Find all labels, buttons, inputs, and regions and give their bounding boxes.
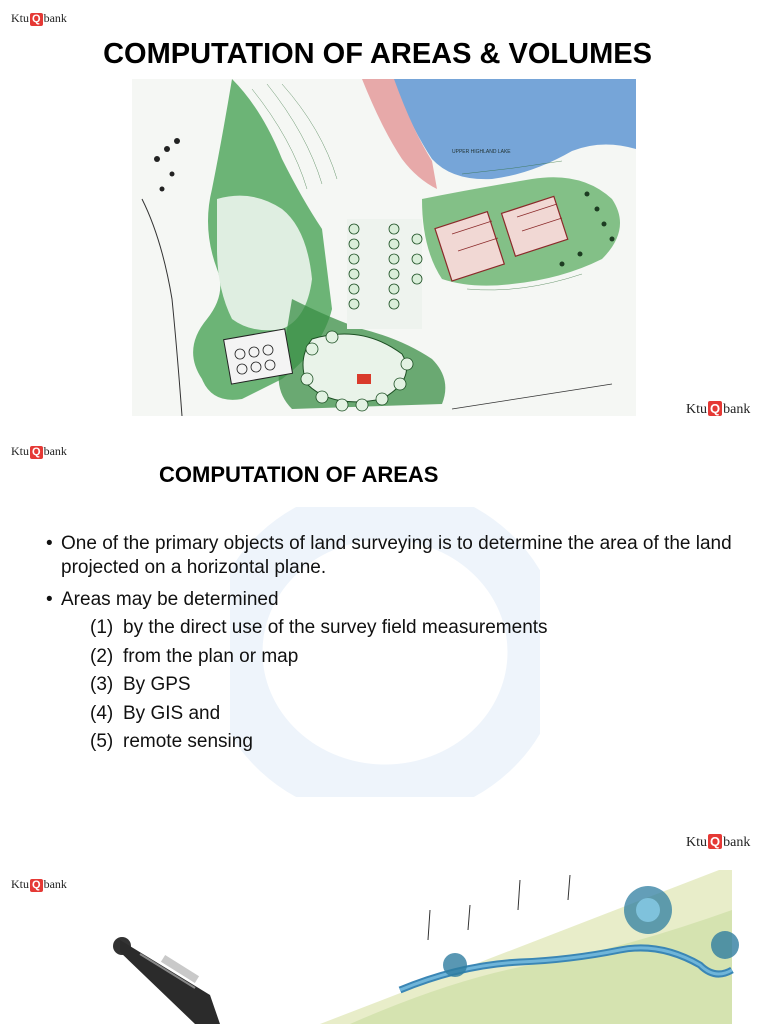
method-item: (2) from the plan or map (90, 645, 299, 667)
site-plan-image (132, 79, 636, 416)
method-item: (3) By GPS (90, 674, 191, 695)
slide-3 (0, 870, 768, 1024)
method-item: (5) remote sensing (90, 731, 253, 752)
bullet-list (46, 532, 746, 765)
ktuqbank-logo: Ktu Q bank (11, 444, 67, 458)
ktuqbank-logo: Ktu Q bank (11, 11, 67, 25)
svg-text:UPPER HIGHLAND LAKE: UPPER HIGHLAND LAKE (452, 149, 511, 155)
method-item: (4) By GIS and (90, 702, 221, 724)
ktuqbank-logo-corner: Ktu Q bank (686, 834, 751, 850)
ktuqbank-logo-corner: Ktu Q bank (686, 401, 751, 417)
method-item: (1) by the direct use of the survey field measurements (90, 617, 548, 638)
bullet-item: • Areas may be determined (1) by the direct use of the survey field measurements (2) from the plan or map (3) By GPS (4) By GIS and (5) remote sensing (46, 588, 746, 757)
slide-title: COMPUTATION OF AREAS & VOLUMES (103, 38, 652, 70)
slide-1 (0, 0, 768, 425)
slide-2 (0, 437, 768, 862)
slide-title: COMPUTATION OF AREAS (159, 462, 439, 487)
survey-map-with-compass-image (100, 870, 768, 1024)
methods-list (61, 614, 746, 757)
ktuqbank-logo: Ktu Q bank (11, 877, 67, 891)
bullet-item: • One of the primary objects of land surveying is to determine the area of the land projected on a horizontal plane. (46, 533, 732, 578)
